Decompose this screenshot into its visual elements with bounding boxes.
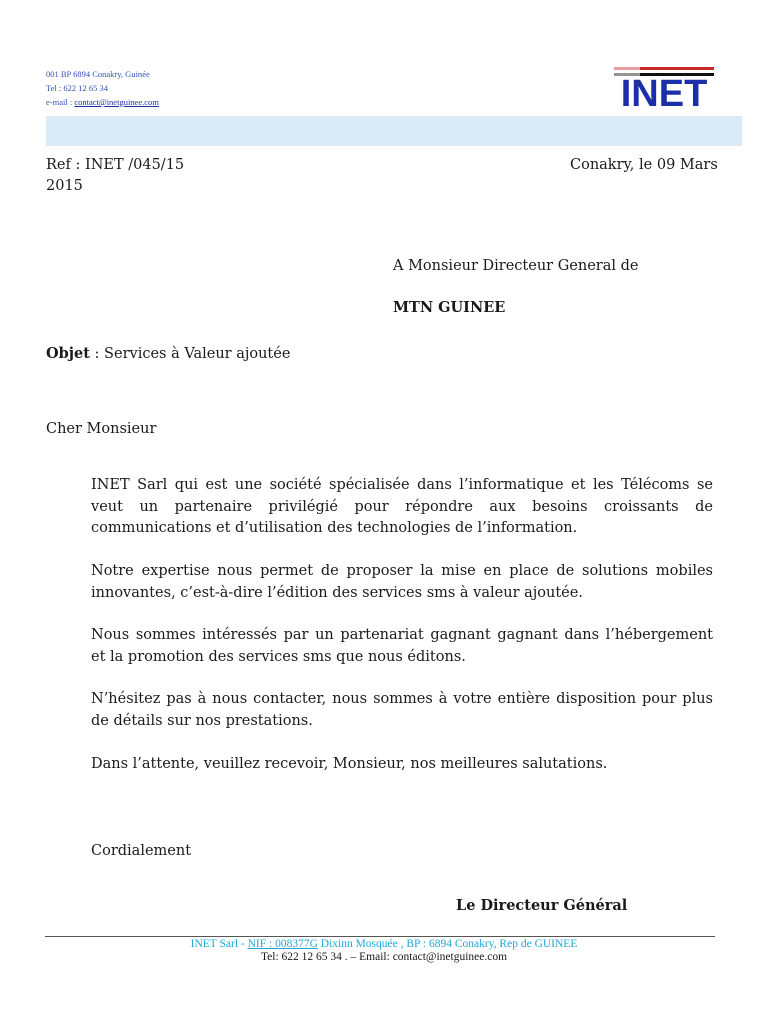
footer-company: INET Sarl - bbox=[190, 938, 248, 950]
header-email-link[interactable]: contact@inetguinee.com bbox=[74, 97, 159, 107]
salutation: Cher Monsieur bbox=[46, 421, 157, 437]
objet-label: Objet bbox=[46, 345, 90, 362]
closing: Cordialement bbox=[91, 843, 192, 859]
recipient-line1: A Monsieur Directeur General de bbox=[393, 258, 639, 274]
header-email-line bbox=[46, 95, 159, 109]
objet-line bbox=[46, 343, 290, 365]
logo-text: INET bbox=[620, 73, 708, 110]
signature: Le Directeur Général bbox=[456, 897, 628, 914]
paragraph-4: N’hésitez pas à nous contacter, nous sommes à votre entière disposition pour plus de détails sur nos prestations. bbox=[91, 691, 713, 729]
header-address: 001 BP 6894 Conakry, Guinée bbox=[46, 69, 150, 79]
reference: Ref : INET /045/15 bbox=[46, 157, 185, 173]
date-line2: 2015 bbox=[46, 178, 83, 194]
paragraph-1: INET Sarl qui est une société spécialisée dans l’informatique et les Télécoms se veut un partenaire privilégié pour répondre aux besoins croissants de communications et d’utilisation des technologies de l’information. bbox=[91, 477, 713, 536]
header-tel: Tel : 622 12 65 34 bbox=[46, 83, 108, 93]
footer-address: Dixinn Mosquée , BP : 6894 Conakry, Rep de GUINEE bbox=[317, 938, 578, 950]
header-band bbox=[46, 116, 742, 146]
footer-line1 bbox=[0, 938, 768, 950]
date-line1: Conakry, le 09 Mars bbox=[570, 157, 718, 173]
inet-logo bbox=[612, 64, 716, 110]
paragraph-2: Notre expertise nous permet de proposer la mise en place de solutions mobiles innovantes, c’est-à-dire l’édition des services sms à valeur ajoutée. bbox=[91, 563, 713, 601]
paragraph-5: Dans l’attente, veuillez recevoir, Monsieur, nos meilleures salutations. bbox=[91, 756, 608, 772]
objet-text: : Services à Valeur ajoutée bbox=[89, 346, 291, 362]
footer-nif: NIF : 008377G bbox=[247, 938, 318, 950]
footer-line2: Tel: 622 12 65 34 . – Email: contact@inetguinee.com bbox=[260, 951, 508, 963]
recipient-company: MTN GUINEE bbox=[393, 299, 506, 316]
header-contact bbox=[46, 67, 159, 109]
header-email-label: e-mail : bbox=[46, 97, 75, 107]
paragraph-3: Nous sommes intéressés par un partenariat gagnant gagnant dans l’hébergement et la promotion des services sms que nous éditons. bbox=[91, 627, 713, 665]
footer-divider bbox=[45, 936, 715, 937]
